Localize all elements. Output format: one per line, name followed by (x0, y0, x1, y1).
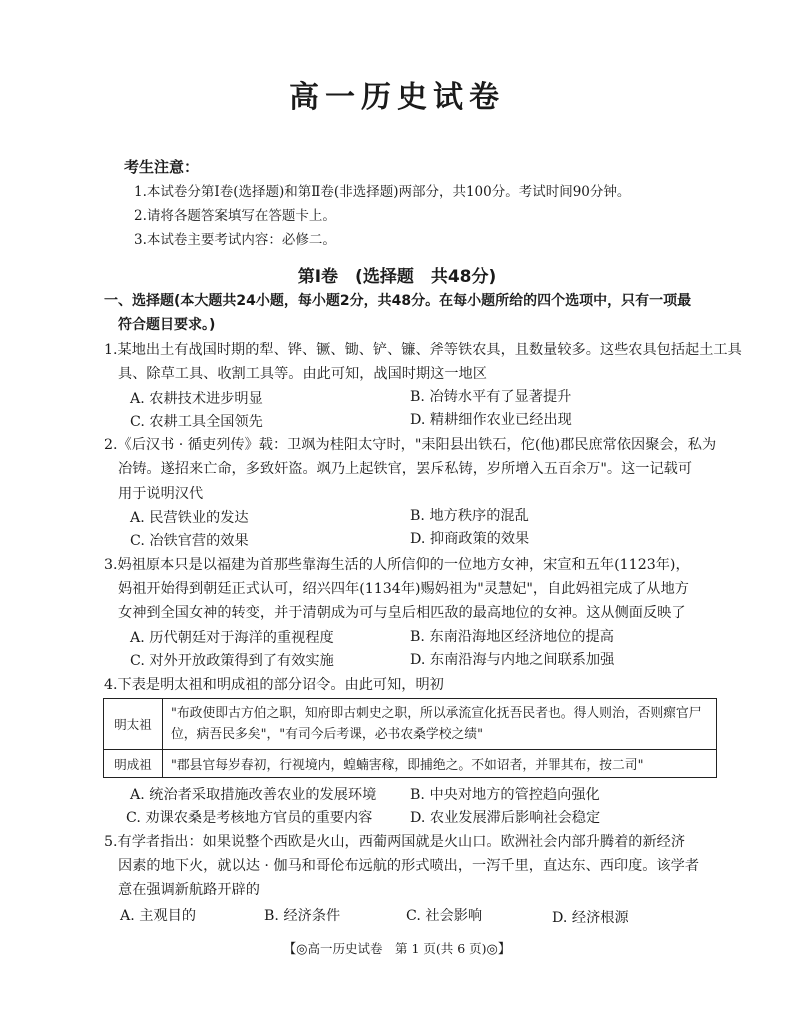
question-3-option-d[interactable]: D. 东南沿海与内地之间联系加强 (410, 652, 615, 668)
table-cell-emperor: 明太祖 (104, 699, 163, 750)
instruction-line: 一、选择题(本大题共24小题，每小题2分，共48分。在每小题所给的四个选项中，只有一项最 (104, 293, 692, 309)
question-2-stem: 2.《后汉书 · 循吏列传》载：卫飒为桂阳太守时，"耒阳县出铁石，佗(他)郡民庶常依因聚会，私为 (104, 437, 717, 453)
footer-right-mark: ◎】 (486, 942, 511, 957)
question-5-option-c[interactable]: C. 社会影响 (406, 908, 483, 924)
question-1-option-a[interactable]: A. 农耕技术进步明显 (130, 391, 263, 407)
question-3-option-b[interactable]: B. 东南沿海地区经济地位的提高 (410, 629, 614, 645)
question-3-option-c[interactable]: C. 对外开放政策得到了有效实施 (130, 653, 334, 669)
question-5-stem: 5.有学者指出：如果说整个西欧是火山，西葡两国就是火山口。欧洲社会内部升腾着的新经济 (104, 834, 686, 850)
question-3-option-a[interactable]: A. 历代朝廷对于海洋的重视程度 (130, 630, 334, 646)
notice-item: 1.本试卷分第Ⅰ卷(选择题)和第Ⅱ卷(非选择题)两部分，共100分。考试时间90分钟。 (134, 184, 631, 200)
question-2-stem: 用于说明汉代 (118, 486, 204, 502)
question-1-option-c[interactable]: C. 农耕工具全国领先 (130, 414, 263, 430)
table-row (104, 750, 717, 778)
question-5-option-d[interactable]: D. 经济根源 (552, 910, 629, 926)
footer-page-info: 高一历史试卷 第 1 页(共 6 页) (307, 941, 487, 956)
question-3-stem: 女神到全国女神的转变，并于清朝成为可与皇后相匹敌的最高地位的女神。这从侧面反映了 (118, 605, 686, 621)
table-cell-edict: "布政使即古方伯之职，知府即古刺史之职，所以承流宣化抚吾民者也。得人则治，否则瘝官尸位，病吾民多矣"，"有司今后考课，必书农桑学校之绩" (163, 699, 717, 750)
instruction-line: 符合题目要求。) (118, 317, 216, 333)
question-3-stem: 3.妈祖原本只是以福建为首那些靠海生活的人所信仰的一位地方女神，宋宣和五年(1123年)， (104, 557, 690, 573)
table-cell-emperor: 明成祖 (104, 750, 163, 778)
question-3-stem: 妈祖开始得到朝廷正式认可，绍兴四年(1134年)赐妈祖为"灵慧妃"，自此妈祖完成了从地方 (118, 581, 689, 597)
question-4-option-d[interactable]: D. 农业发展滞后影响社会稳定 (410, 810, 601, 826)
question-5-stem: 因素的地下火，就以达 · 伽马和哥伦布远航的形式喷出，一泻千里，直达东、西印度。该学者 (118, 858, 700, 874)
footer-left-mark: 【◎ (283, 942, 308, 957)
question-4-option-a[interactable]: A. 统治者采取措施改善农业的发展环境 (130, 787, 377, 803)
question-4-option-c[interactable]: C. 劝课农桑是考核地方官员的重要内容 (126, 810, 373, 826)
question-2-option-c[interactable]: C. 冶铁官营的效果 (130, 533, 249, 549)
question-1-stem: 具、除草工具、收割工具等。由此可知，战国时期这一地区 (118, 366, 487, 382)
question-5-option-b[interactable]: B. 经济条件 (264, 908, 341, 924)
table-cell-edict: "郡县官每岁春初，行视境内，蝗蝻害稼，即捕绝之。不如诏者，并罪其布，按二司" (163, 750, 717, 778)
question-4-option-b[interactable]: B. 中央对地方的管控趋向强化 (410, 787, 600, 803)
question-2-option-a[interactable]: A. 民营铁业的发达 (130, 510, 249, 526)
question-1-option-b[interactable]: B. 冶铸水平有了显著提升 (410, 389, 572, 405)
question-2-option-b[interactable]: B. 地方秩序的混乱 (410, 508, 529, 524)
section-title: 第Ⅰ卷 (选择题 共48分) (297, 267, 497, 287)
notice-heading: 考生注意： (124, 158, 200, 176)
question-5-stem: 意在强调新航路开辟的 (118, 882, 260, 898)
page-footer (0, 938, 794, 957)
notice-item: 3.本试卷主要考试内容：必修二。 (134, 232, 336, 248)
table-row (104, 699, 717, 750)
notice-item: 2.请将各题答案填写在答题卡上。 (134, 208, 336, 224)
page-title: 高一历史试卷 (289, 80, 505, 115)
question-1-stem: 1.某地出土有战国时期的犁、铧、镢、锄、铲、镰、斧等铁农具，且数量较多。这些农具包括起土工具 (104, 342, 742, 358)
question-1-option-d[interactable]: D. 精耕细作农业已经出现 (410, 412, 572, 428)
question-5-option-a[interactable]: A. 主观目的 (120, 908, 197, 924)
question-2-stem: 冶铸。遂招来亡命，多致奸盗。飒乃上起铁官，罢斥私铸，岁所增入五百余万"。这一记载可 (118, 461, 693, 477)
question-4-stem: 4.下表是明太祖和明成祖的部分诏令。由此可知，明初 (104, 677, 444, 693)
edict-table (103, 698, 717, 778)
question-2-option-d[interactable]: D. 抑商政策的效果 (410, 531, 530, 547)
